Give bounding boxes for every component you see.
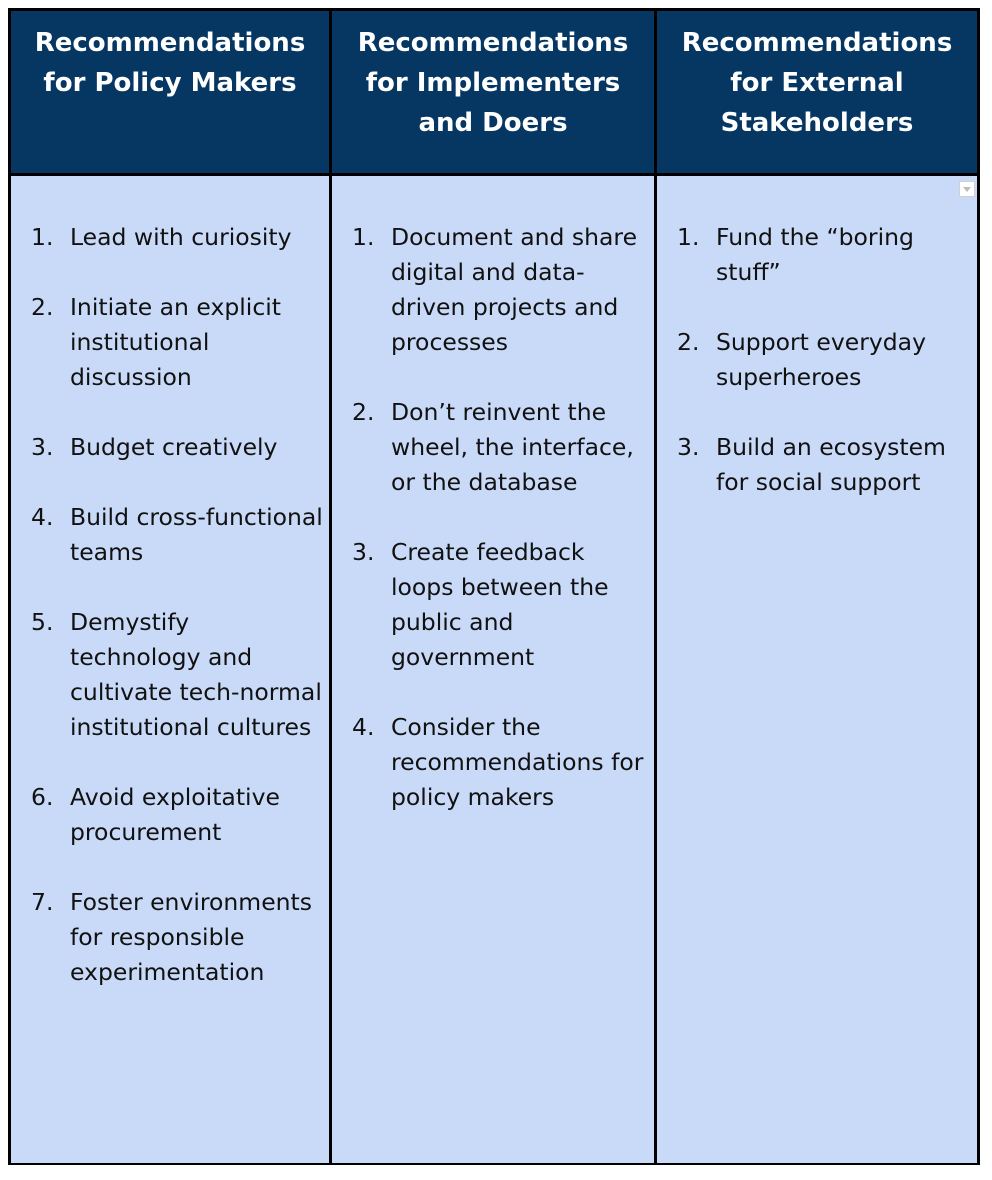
list-item [657,325,971,395]
item-number: 1. [677,223,700,251]
recommendations-table [8,8,980,1165]
item-number: 2. [677,328,700,356]
list-item [332,710,648,815]
list-item [11,885,323,990]
external-stakeholders-list [657,220,971,500]
item-text: Don’t reinvent the wheel, the interface, or the database [391,398,634,496]
column-external-stakeholders [657,176,977,1163]
item-number: 4. [352,713,375,741]
list-item [11,290,323,395]
item-text: Lead with curiosity [70,223,292,251]
list-item [332,395,648,500]
list-item [11,780,323,850]
item-text: Build an ecosystem for social support [716,433,946,496]
item-text: Avoid exploitative procurement [70,783,280,846]
item-number: 5. [31,608,54,636]
item-number: 7. [31,888,54,916]
item-number: 6. [31,783,54,811]
item-number: 3. [352,538,375,566]
item-text: Budget creatively [70,433,278,461]
implementers-doers-list [332,220,648,815]
column-policy-makers [11,176,329,1163]
list-item [11,500,323,570]
list-item [332,535,648,675]
item-text: Build cross-functional teams [70,503,323,566]
item-number: 2. [31,293,54,321]
item-number: 2. [352,398,375,426]
item-text: Initiate an explicit institutional discussion [70,293,281,391]
list-item [11,430,323,465]
chevron-down-icon[interactable] [959,181,975,197]
item-number: 1. [31,223,54,251]
list-item [657,220,971,290]
header-external-stakeholders: Recommendations for External Stakeholders [657,11,977,173]
item-number: 3. [677,433,700,461]
item-text: Foster environments for responsible experimentation [70,888,313,986]
item-text: Document and share digital and data-driven projects and processes [391,223,638,356]
list-item [11,605,323,745]
list-item [11,220,323,255]
list-item [657,430,971,500]
item-number: 4. [31,503,54,531]
item-text: Support everyday superheroes [716,328,926,391]
header-implementers-doers: Recommendations for Implementers and Doers [332,11,654,173]
item-text: Fund the “boring stuff” [716,223,914,286]
item-text: Consider the recommendations for policy makers [391,713,644,811]
header-policy-makers: Recommendations for Policy Makers [11,11,329,173]
policy-makers-list [11,220,323,990]
item-text: Create feedback loops between the public and government [391,538,609,671]
item-number: 1. [352,223,375,251]
column-implementers-doers [332,176,654,1163]
list-item [332,220,648,360]
item-number: 3. [31,433,54,461]
item-text: Demystify technology and cultivate tech-normal institutional cultures [70,608,322,741]
